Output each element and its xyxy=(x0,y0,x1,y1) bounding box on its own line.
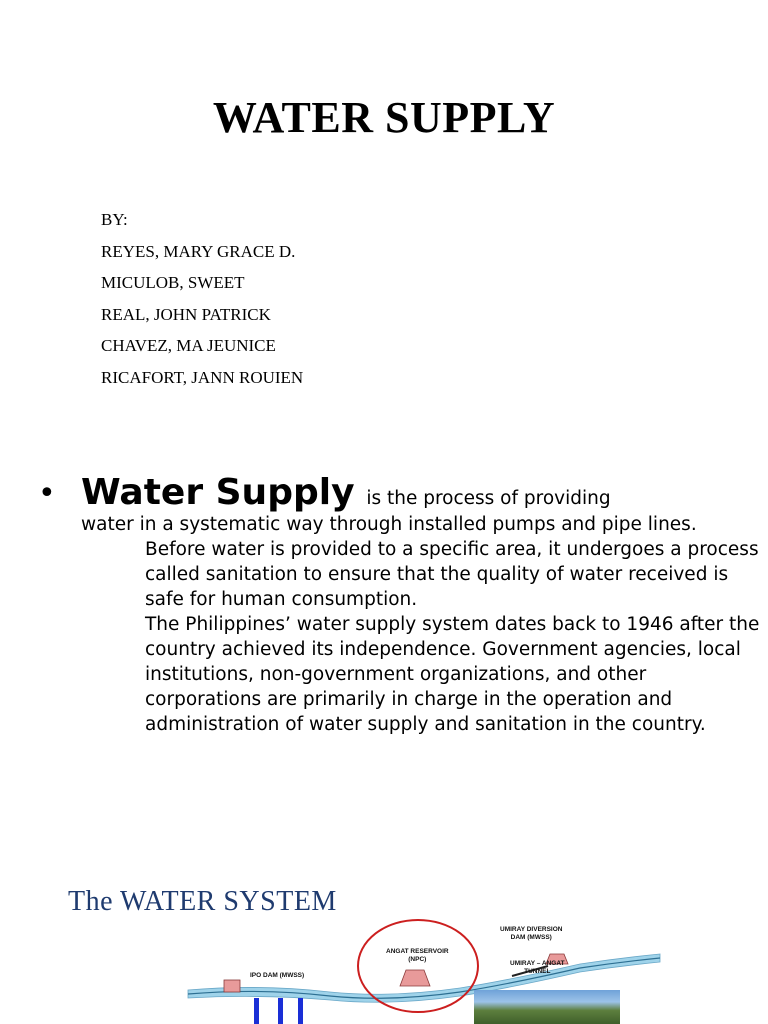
paragraph-sanitation: Before water is provided to a specific area, it undergoes a process called sanitation to ensure that the quality of water received is safe for human consumption. xyxy=(145,539,759,610)
label-angat-reservoir-line1: ANGAT RESERVOIR xyxy=(386,948,449,955)
slide-title: WATER SUPPLY xyxy=(212,93,556,142)
definition-rest: water in a systematic way through installed pumps and pipe lines. xyxy=(81,514,697,535)
author-name: REYES, MARY GRACE D. xyxy=(101,241,296,261)
paragraph-history: The Philippines’ water supply system dates back to 1946 after the country achieved its independence. Government agencies, local institutions, non-government organizations, and other corporations are primarily in charge in the operation and administration of water supply and sanitation in the country. xyxy=(145,614,760,735)
label-umiray-dam-line2: DAM (MWSS) xyxy=(510,934,552,941)
term-heading: Water Supply xyxy=(81,472,355,513)
landscape-photo xyxy=(474,990,620,1024)
ipo-dam-icon xyxy=(224,980,240,992)
angat-dam-icon xyxy=(400,970,430,986)
diagram-title: The WATER SYSTEM xyxy=(68,886,337,917)
label-umiray-angat-line1: UMIRAY – ANGAT xyxy=(510,960,565,967)
author-name: MICULOB, SWEET xyxy=(101,273,245,293)
bullet-marker: • xyxy=(38,476,56,511)
water-system-diagram xyxy=(60,880,768,1024)
label-angat-reservoir-line2: (NPC) xyxy=(408,956,427,963)
label-umiray-angat-tunnel xyxy=(510,960,565,976)
definition-start: is the process of providing xyxy=(366,488,611,509)
authors-by-label: BY: xyxy=(101,210,128,229)
pipe xyxy=(298,998,303,1024)
pipe xyxy=(254,998,259,1024)
label-umiray-dam xyxy=(500,926,563,942)
author-name: REAL, JOHN PATRICK xyxy=(101,304,271,324)
label-ipo-dam: IPO DAM (MWSS) xyxy=(250,972,305,979)
author-name: RICAFORT, JANN ROUIEN xyxy=(101,367,304,387)
author-name: CHAVEZ, MA JEUNICE xyxy=(101,336,276,356)
label-umiray-angat-line2: TUNNEL xyxy=(524,968,551,975)
label-angat-reservoir xyxy=(386,948,449,964)
authors-list xyxy=(101,204,303,394)
pipe xyxy=(278,998,283,1024)
body-text xyxy=(81,473,761,737)
label-umiray-dam-line1: UMIRAY DIVERSION xyxy=(500,926,563,933)
